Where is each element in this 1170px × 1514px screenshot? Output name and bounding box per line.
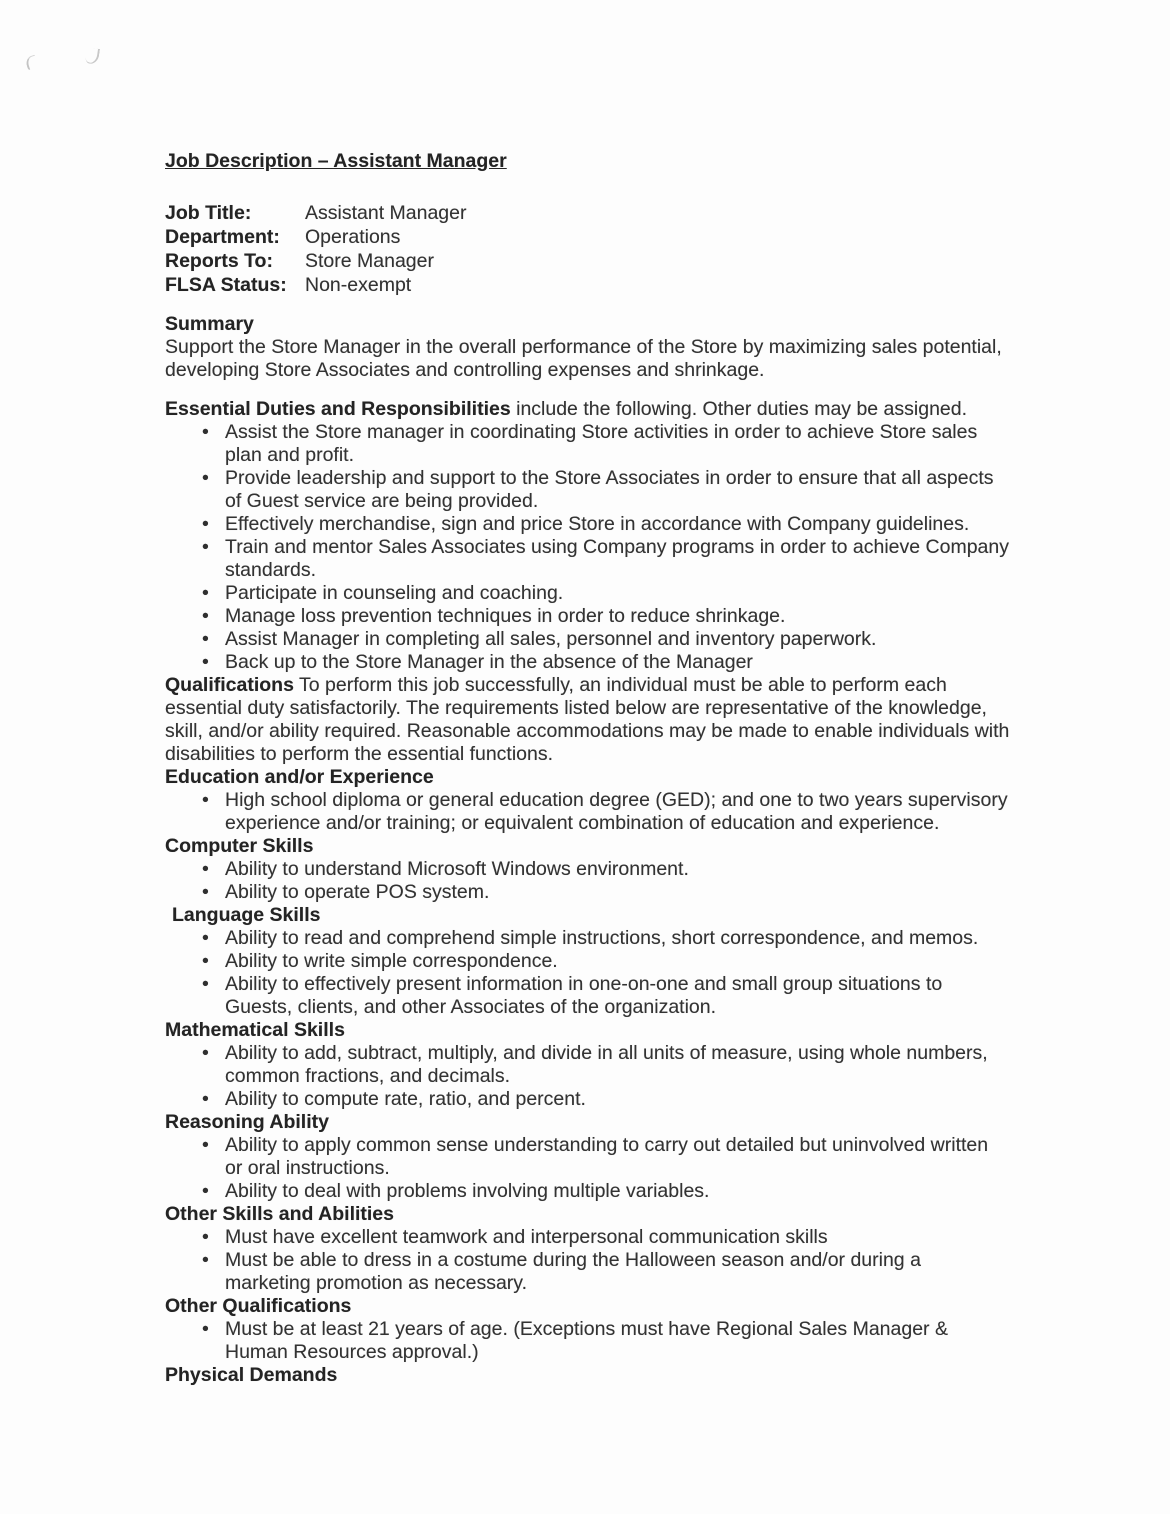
section-summary <box>165 313 1010 382</box>
meta-value: Store Manager <box>305 250 434 272</box>
bullet-item: • Ability to operate POS system. <box>225 881 1010 904</box>
section-education-experience <box>165 766 1010 835</box>
bullet-item: • Provide leadership and support to the Store Associates in order to ensure that all aspects of Guest service are being provided. <box>225 467 1010 513</box>
bullet-item: • Ability to effectively present information in one-on-one and small group situations to Guests, clients, and other Associates of the organization. <box>225 973 1010 1019</box>
meta-label: Job Title: <box>165 202 252 224</box>
section-computer-skills <box>165 835 1010 904</box>
meta-row <box>165 273 1010 297</box>
meta-label: FLSA Status: <box>165 274 287 296</box>
bullet-item: • Ability to compute rate, ratio, and percent. <box>225 1088 1010 1111</box>
bullet-item: • Train and mentor Sales Associates using Company programs in order to achieve Company standards. <box>225 536 1010 582</box>
scan-artifact-mark <box>24 55 38 71</box>
bullet-list <box>165 789 1010 835</box>
meta-value: Operations <box>305 226 401 248</box>
section-heading: Language Skills <box>172 904 321 926</box>
bullet-item: • Participate in counseling and coaching. <box>225 582 1010 605</box>
section-heading: Mathematical Skills <box>165 1019 345 1041</box>
bullet-item: • Manage loss prevention techniques in order to reduce shrinkage. <box>225 605 1010 628</box>
bullet-item: • Ability to read and comprehend simple instructions, short correspondence, and memos. <box>225 927 1010 950</box>
section-other-qualifications <box>165 1295 1010 1364</box>
meta-row <box>165 249 1010 273</box>
section-reasoning-ability <box>165 1111 1010 1203</box>
section-heading: Essential Duties and Responsibilities <box>165 398 511 420</box>
section-heading: Summary <box>165 313 254 335</box>
bullet-item: • Ability to apply common sense understanding to carry out detailed but uninvolved written or oral instructions. <box>225 1134 1010 1180</box>
section-heading: Education and/or Experience <box>165 766 434 788</box>
meta-value: Non-exempt <box>305 274 412 296</box>
bullet-list <box>165 1042 1010 1111</box>
bullet-list <box>165 927 1010 1019</box>
section-paragraph: Essential Duties and Responsibilities include the following. Other duties may be assigned. <box>165 398 968 420</box>
section-mathematical-skills <box>165 1019 1010 1111</box>
document-body <box>165 150 1010 1387</box>
bullet-list <box>165 1318 1010 1364</box>
section-essential-duties <box>165 398 1010 674</box>
bullet-item: • Assist Manager in completing all sales, personnel and inventory paperwork. <box>225 628 1010 651</box>
scan-artifact-mark <box>85 47 100 65</box>
bullet-item: • Must be able to dress in a costume during the Halloween season and/or during a marketing promotion as necessary. <box>225 1249 1010 1295</box>
section-paragraph: Support the Store Manager in the overall performance of the Store by maximizing sales potential, developing Store Associates and controlling expenses and shrinkage. <box>165 336 1002 381</box>
bullet-list <box>165 1226 1010 1295</box>
section-qualifications <box>165 674 1010 766</box>
meta-label: Department: <box>165 226 280 248</box>
section-language-skills <box>165 904 1010 1019</box>
document-title: Job Description – Assistant Manager <box>165 150 507 172</box>
bullet-item: • Ability to add, subtract, multiply, and divide in all units of measure, using whole numbers, common fractions, and decimals. <box>225 1042 1010 1088</box>
section-heading: Physical Demands <box>165 1364 338 1386</box>
meta-row <box>165 225 1010 249</box>
section-heading: Computer Skills <box>165 835 314 857</box>
document-sections <box>165 313 1010 1387</box>
bullet-item: • Must be at least 21 years of age. (Exceptions must have Regional Sales Manager & Human Resources approval.) <box>225 1318 1010 1364</box>
bullet-list <box>165 1134 1010 1203</box>
bullet-list <box>165 421 1010 674</box>
bullet-item: • Ability to deal with problems involving multiple variables. <box>225 1180 1010 1203</box>
section-other-skills-abilities <box>165 1203 1010 1295</box>
bullet-item: • Ability to write simple correspondence. <box>225 950 1010 973</box>
section-physical-demands <box>165 1364 1010 1387</box>
bullet-item: • Effectively merchandise, sign and price Store in accordance with Company guidelines. <box>225 513 1010 536</box>
job-meta-list <box>165 201 1010 297</box>
bullet-item: • Back up to the Store Manager in the absence of the Manager <box>225 651 1010 674</box>
section-paragraph: Qualifications To perform this job successfully, an individual must be able to perform each essential duty satisfactorily. The requirements listed below are representative of the knowledge, skill, and/or ability required. Reasonable accommodations may be made to enable individuals with disabilities to perform the essential functions. <box>165 674 1010 765</box>
bullet-item: • Ability to understand Microsoft Windows environment. <box>225 858 1010 881</box>
section-heading: Other Skills and Abilities <box>165 1203 395 1225</box>
section-heading: Reasoning Ability <box>165 1111 329 1133</box>
meta-label: Reports To: <box>165 250 273 272</box>
meta-row <box>165 201 1010 225</box>
section-heading: Qualifications <box>165 674 294 696</box>
section-heading: Other Qualifications <box>165 1295 352 1317</box>
bullet-item: • Assist the Store manager in coordinating Store activities in order to achieve Store sales plan and profit. <box>225 421 1010 467</box>
bullet-list <box>165 858 1010 904</box>
meta-value: Assistant Manager <box>305 202 467 224</box>
bullet-item: • Must have excellent teamwork and interpersonal communication skills <box>225 1226 1010 1249</box>
bullet-item: • High school diploma or general education degree (GED); and one to two years supervisory experience and/or training; or equivalent combination of education and experience. <box>225 789 1010 835</box>
